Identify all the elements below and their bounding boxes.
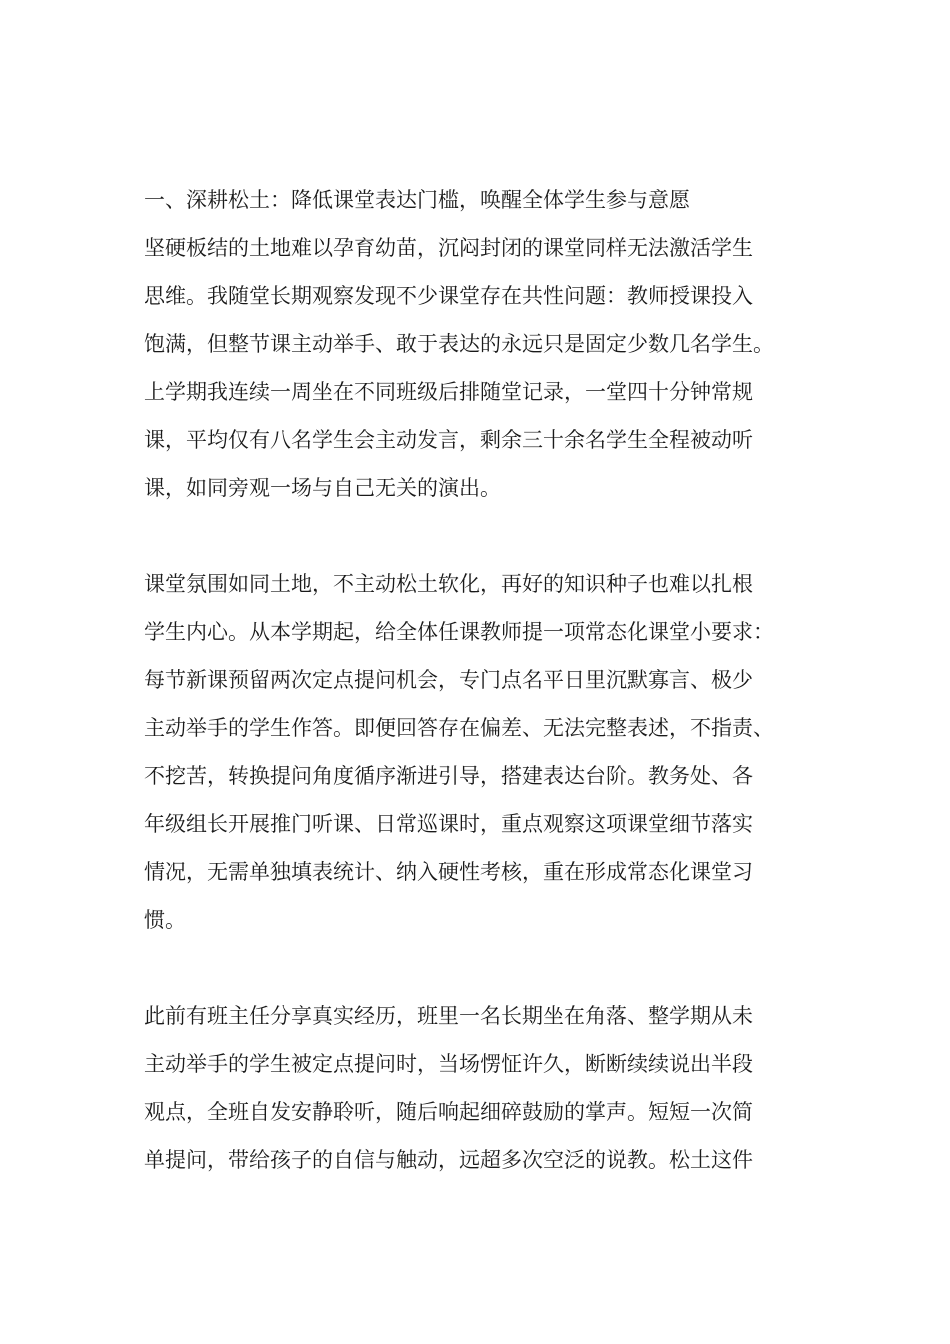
paragraph-1	[144, 224, 812, 512]
text-line: 课，如同旁观一场与自己无关的演出。	[144, 476, 501, 500]
text-line: 思维。我随堂长期观察发现不少课堂存在共性问题：教师授课投入	[144, 284, 753, 308]
text-line: 学生内心。从本学期起，给全体任课教师提一项常态化课堂小要求：	[144, 620, 774, 644]
paragraph-spacer	[144, 944, 812, 992]
text-line: 此前有班主任分享真实经历，班里一名长期坐在角落、整学期从未	[144, 1004, 753, 1028]
text-line: 不挖苦，转换提问角度循序渐进引导，搭建表达台阶。教务处、各	[144, 764, 753, 788]
text-line: 惯。	[144, 908, 186, 932]
paragraph-spacer	[144, 512, 812, 560]
text-line: 年级组长开展推门听课、日常巡课时，重点观察这项课堂细节落实	[144, 812, 753, 836]
document-body	[144, 176, 812, 1184]
text-line: 课，平均仅有八名学生会主动发言，剩余三十余名学生全程被动听	[144, 428, 753, 452]
text-line: 上学期我连续一周坐在不同班级后排随堂记录，一堂四十分钟常规	[144, 380, 753, 404]
text-line: 情况，无需单独填表统计、纳入硬性考核，重在形成常态化课堂习	[144, 860, 753, 884]
text-line: 主动举手的学生作答。即便回答存在偏差、无法完整表述，不指责、	[144, 716, 774, 740]
text-line: 单提问，带给孩子的自信与触动，远超多次空泛的说教。松土这件	[144, 1148, 753, 1172]
paragraph-2	[144, 560, 812, 944]
text-line: 观点，全班自发安静聆听，随后响起细碎鼓励的掌声。短短一次简	[144, 1100, 753, 1124]
text-line: 饱满，但整节课主动举手、敢于表达的永远只是固定少数几名学生。	[144, 332, 774, 356]
text-line: 坚硬板结的土地难以孕育幼苗，沉闷封闭的课堂同样无法激活学生	[144, 236, 753, 260]
text-line: 主动举手的学生被定点提问时，当场愣怔许久，断断续续说出半段	[144, 1052, 753, 1076]
paragraph-3	[144, 992, 812, 1184]
text-line: 课堂氛围如同土地，不主动松土软化，再好的知识种子也难以扎根	[144, 572, 753, 596]
text-line: 每节新课预留两次定点提问机会，专门点名平日里沉默寡言、极少	[144, 668, 753, 692]
section-heading: 一、深耕松土：降低课堂表达门槛，唤醒全体学生参与意愿	[144, 188, 690, 212]
